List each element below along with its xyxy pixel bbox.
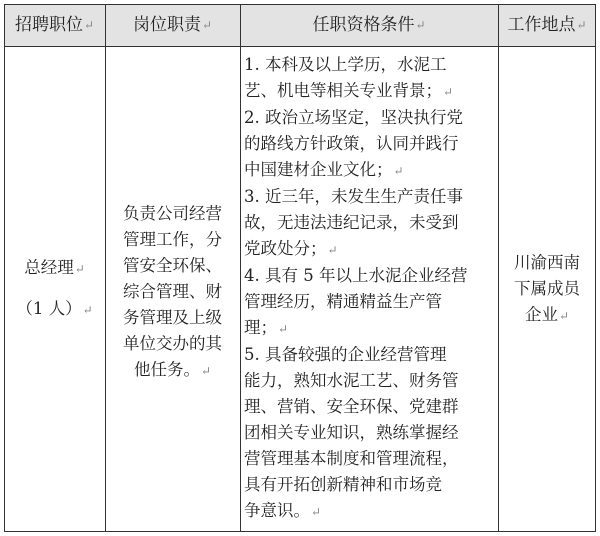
header-requirements: 任职资格条件 ↵ <box>240 4 498 46</box>
requirement-line: 3. 近三年，未发生生产责任事 <box>244 187 463 206</box>
requirement-line: 2. 政治立场坚定，坚决执行党 <box>244 108 463 127</box>
requirement-line: 争意识。↵ <box>244 501 322 520</box>
column-divider <box>105 4 106 532</box>
paragraph-mark-icon: ↵ <box>311 505 322 519</box>
paragraph-mark-icon: ↵ <box>278 322 289 336</box>
table-border-right <box>595 4 596 532</box>
table-border-top <box>4 4 596 5</box>
column-divider <box>498 4 499 532</box>
requirement-line: 能力，熟知水泥工艺、财务管 <box>244 371 459 390</box>
position-title: 总经理↵ <box>24 258 85 277</box>
paragraph-mark-icon: ↵ <box>576 18 587 32</box>
header-duties: 岗位职责 ↵ <box>105 4 240 46</box>
requirement-line: 团相关专业知识，熟练掌握经 <box>244 423 459 442</box>
location-cell <box>498 46 596 532</box>
requirement-line: 1. 本科及以上学历，水泥工 <box>244 55 447 74</box>
paragraph-mark-icon: ↵ <box>201 18 213 32</box>
requirement-line: 的路线方针政策，认同并践行 <box>244 134 459 153</box>
requirement-line: 艺、机电等相关专业背景；↵ <box>244 81 454 100</box>
requirement-line: 管理经历，精通精益生产管 <box>244 292 442 311</box>
duties-text: 负责公司经营 管理工作，分 管安全环保、 综合管理、财 务管理及上级 单位交办的其 他任务。↵ <box>123 203 222 379</box>
job-table <box>4 4 596 532</box>
paragraph-mark-icon: ↵ <box>74 262 85 276</box>
paragraph-mark-icon: ↵ <box>82 303 93 317</box>
requirement-line: 4. 具有 5 年以上水泥企业经营 <box>244 266 468 285</box>
paragraph-mark-icon: ↵ <box>393 164 404 178</box>
table-border-bottom <box>4 531 596 532</box>
paragraph-mark-icon: ↵ <box>558 308 570 323</box>
paragraph-mark-icon: ↵ <box>327 243 338 257</box>
position-count: （1 人）↵ <box>16 299 93 318</box>
requirement-line: 理；↵ <box>244 318 289 337</box>
duties-cell <box>105 46 240 532</box>
requirement-line: 理、营销、安全环保、党建群 <box>244 397 459 416</box>
requirement-line: 中国建材企业文化；↵ <box>244 160 404 179</box>
column-divider <box>240 4 241 532</box>
position-cell <box>4 46 105 532</box>
header-position: 招聘职位 ↵ <box>4 4 105 46</box>
paragraph-mark-icon: ↵ <box>83 18 95 32</box>
requirement-line: 具有开拓创新精神和市场竞 <box>244 475 442 494</box>
table-border-left <box>4 4 5 532</box>
header-divider <box>4 46 596 47</box>
requirements-cell <box>240 46 498 532</box>
requirement-line: 党政处分；↵ <box>244 239 338 258</box>
paragraph-mark-icon: ↵ <box>415 18 426 32</box>
paragraph-mark-icon: ↵ <box>443 85 454 99</box>
location-text: 川渝西南 下属成员 企业↵ <box>514 252 580 324</box>
header-location: 工作地点 ↵ <box>498 4 596 46</box>
requirement-line: 5. 具备较强的企业经营管理 <box>244 345 447 364</box>
requirement-line: 营管理基本制度和管理流程， <box>244 449 459 468</box>
requirement-line: 故，无违法违纪记录，未受到 <box>244 213 459 232</box>
paragraph-mark-icon: ↵ <box>200 363 212 378</box>
